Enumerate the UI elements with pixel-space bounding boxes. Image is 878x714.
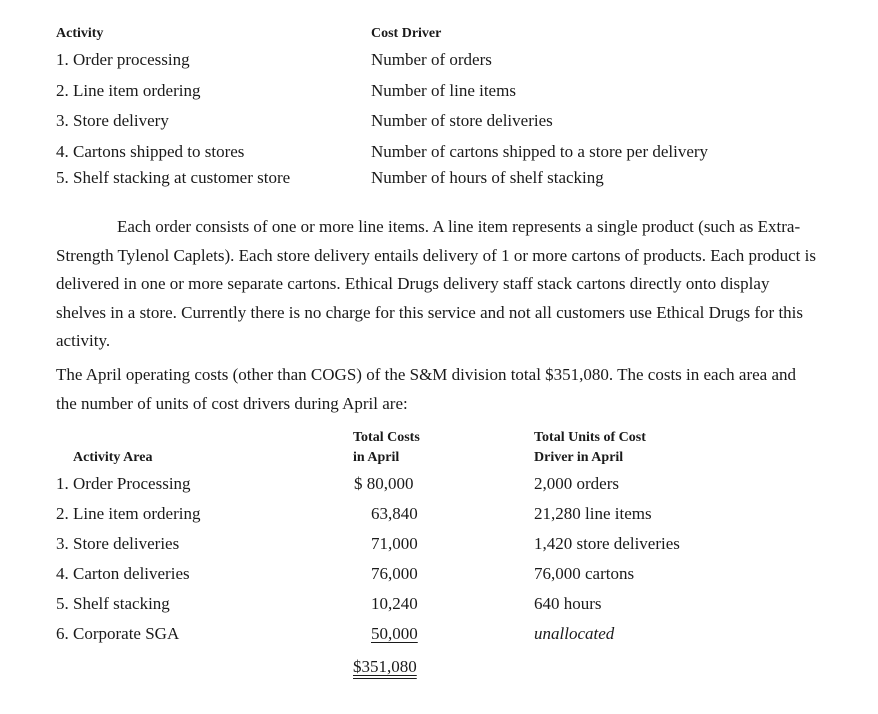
units-2: 21,280 line items	[534, 504, 652, 523]
paragraph-operating-costs: The April operating costs (other than COGS) of the S&M division total $351,080. The costs in each area and the number of units of cost drivers during April are:	[56, 365, 796, 413]
area-1: 1. Order Processing	[56, 474, 191, 493]
cost-2: 63,840	[371, 504, 418, 523]
header-total-units-2: Driver in April	[534, 450, 624, 465]
cost-6: 50,000	[371, 624, 418, 643]
header-activity-area: Activity Area	[73, 450, 153, 465]
activity-3: 3. Store delivery	[56, 111, 169, 130]
paragraph-description	[56, 213, 816, 356]
area-6: 6. Corporate SGA	[56, 624, 180, 643]
header-total-units-1: Total Units of Cost	[534, 430, 646, 445]
units-1: 2,000 orders	[534, 474, 619, 493]
paragraph-description-text: Each order consists of one or more line items. A line item represents a single product (such as Extra-Strength Tylenol Caplets). Each store delivery entails delivery of 1 or more cartons of products. Each product is delivered in one or more separate cartons. Ethical Drugs delivery staff stack cartons directly onto display shelves in a store. Currently there is no charge for this service and not all customers use Ethical Drugs for this activity.	[56, 217, 816, 350]
activity-2: 2. Line item ordering	[56, 81, 201, 100]
area-5: 5. Shelf stacking	[56, 594, 170, 613]
cost-5: 10,240	[371, 594, 418, 613]
cost-4: 76,000	[371, 564, 418, 583]
driver-1: Number of orders	[371, 50, 492, 69]
area-3: 3. Store deliveries	[56, 534, 180, 553]
header-total-costs-1: Total Costs	[353, 430, 420, 445]
units-4: 76,000 cartons	[534, 564, 635, 583]
driver-2: Number of line items	[371, 81, 516, 100]
header-cost-driver: Cost Driver	[371, 26, 442, 41]
units-3: 1,420 store deliveries	[534, 534, 680, 553]
header-total-costs-2: in April	[353, 450, 400, 465]
cost-3: 71,000	[371, 534, 418, 553]
driver-5: Number of hours of shelf stacking	[371, 168, 604, 187]
units-5: 640 hours	[534, 594, 602, 613]
driver-4: Number of cartons shipped to a store per delivery	[371, 142, 709, 161]
activity-4: 4. Cartons shipped to stores	[56, 142, 245, 161]
area-2: 2. Line item ordering	[56, 504, 201, 523]
header-activity: Activity	[56, 26, 104, 41]
units-6: unallocated	[534, 624, 615, 643]
cost-1: $ 80,000	[354, 474, 414, 493]
activity-1: 1. Order processing	[56, 50, 190, 69]
area-4: 4. Carton deliveries	[56, 564, 190, 583]
activity-5: 5. Shelf stacking at customer store	[56, 168, 291, 187]
total-cost: $351,080	[353, 657, 417, 676]
driver-3: Number of store deliveries	[371, 111, 553, 130]
